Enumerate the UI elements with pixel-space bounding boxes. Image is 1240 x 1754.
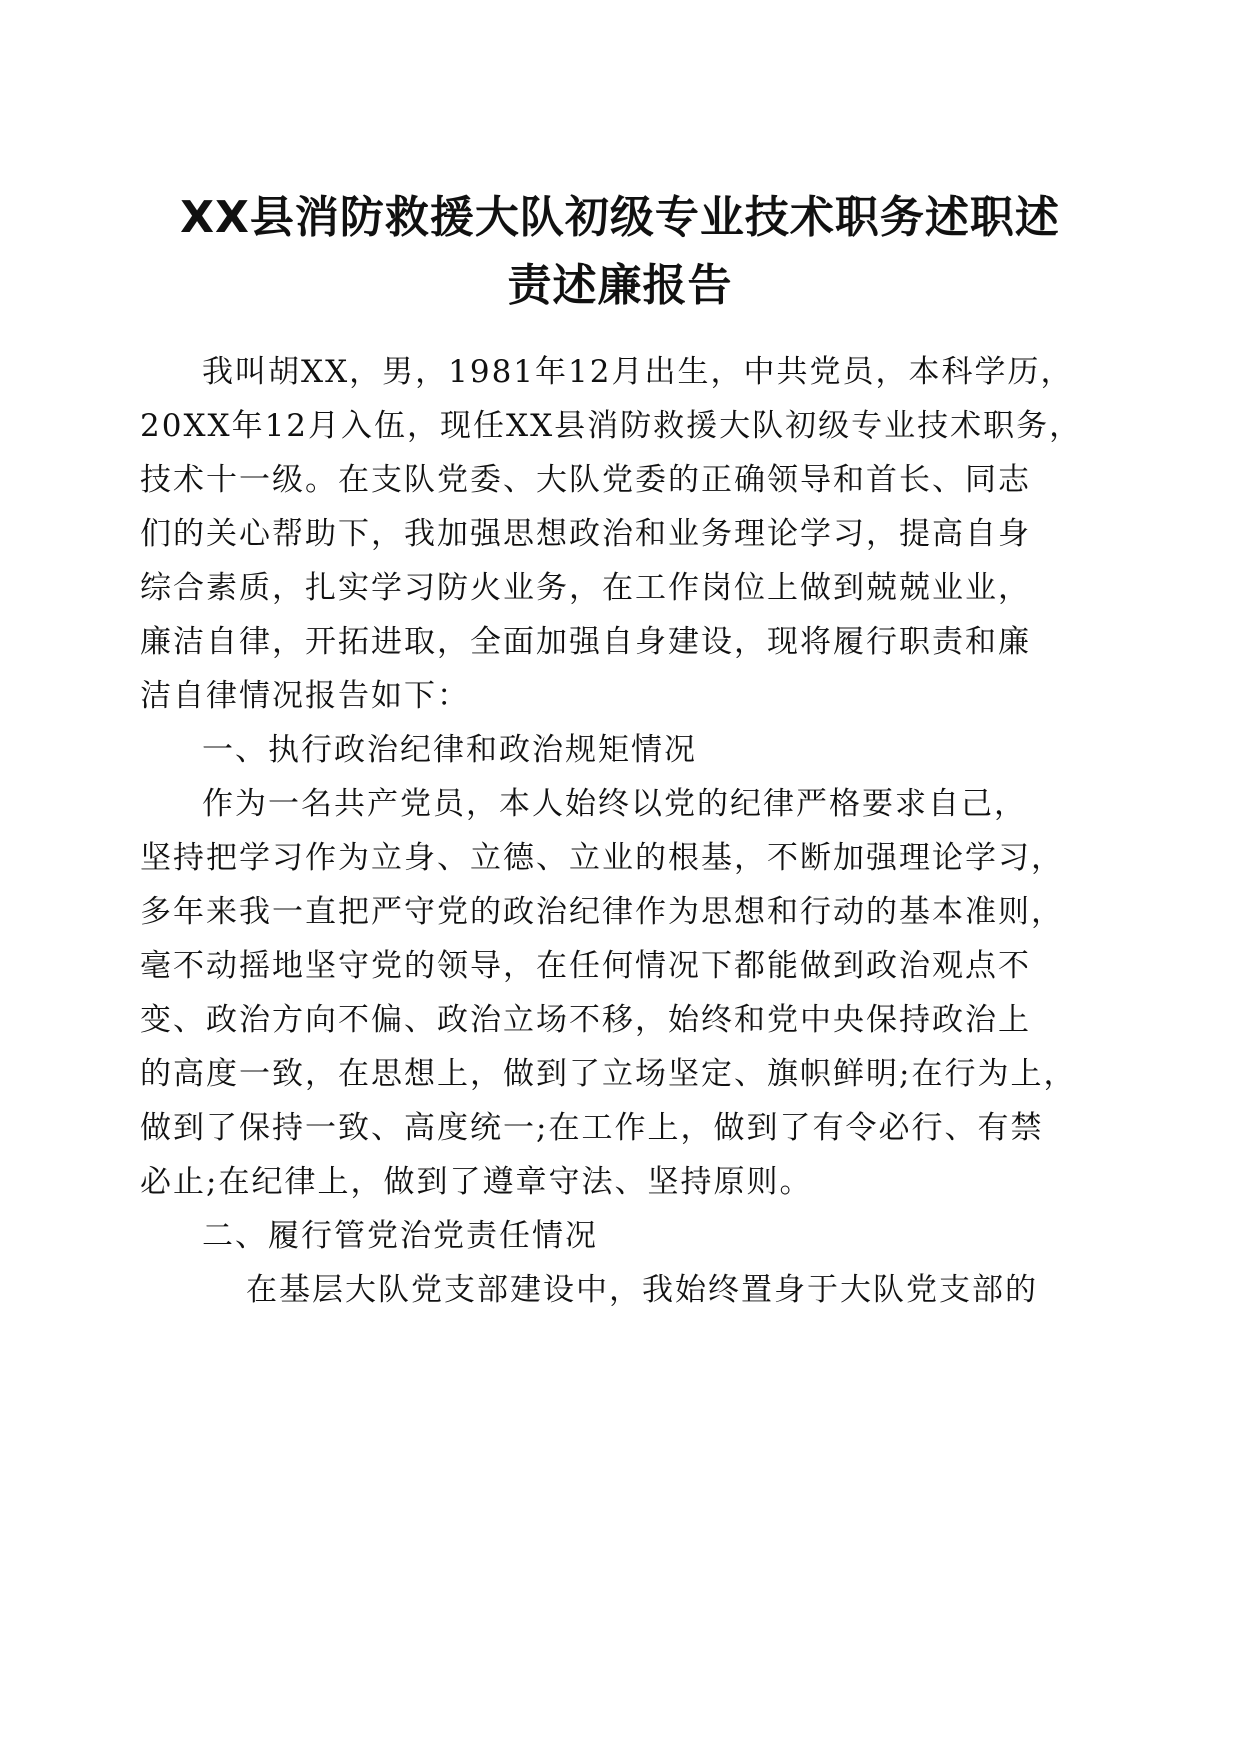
- section-1-line-3: 多年来我一直把严守党的政治纪律作为思想和行动的基本准则，: [140, 894, 1064, 930]
- section-2-line-1: 在基层大队党支部建设中，我始终置身于大队党支部的: [246, 1272, 1038, 1308]
- section-1-line-2: 坚持把学习作为立身、立德、立业的根基，不断加强理论学习，: [140, 840, 1064, 876]
- intro-line-2: 20XX年12月入伍，现任XX县消防救援大队初级专业技术职务，: [140, 408, 1083, 444]
- section-1-heading: 一、执行政治纪律和政治规矩情况: [202, 732, 697, 768]
- section-1-line-7: 做到了保持一致、高度统一;在工作上，做到了有令必行、有禁: [140, 1110, 1044, 1146]
- section-1-line-1: 作为一名共产党员，本人始终以党的纪律严格要求自己，: [202, 786, 1027, 822]
- intro-line-4: 们的关心帮助下，我加强思想政治和业务理论学习，提高自身: [140, 516, 1031, 552]
- section-2-heading: 二、履行管党治党责任情况: [202, 1218, 598, 1254]
- intro-line-3: 技术十一级。在支队党委、大队党委的正确领导和首长、同志: [140, 462, 1031, 498]
- intro-line-6: 廉洁自律，开拓进取，全面加强自身建设，现将履行职责和廉: [140, 624, 1031, 660]
- intro-line-7: 洁自律情况报告如下：: [140, 678, 470, 714]
- document-title-line-1: XX县消防救援大队初级专业技术职务述职述: [180, 192, 1060, 243]
- intro-line-5: 综合素质，扎实学习防火业务，在工作岗位上做到兢兢业业，: [140, 570, 1031, 606]
- section-1-line-4: 毫不动摇地坚守党的领导，在任何情况下都能做到政治观点不: [140, 948, 1031, 984]
- document-title-line-2: 责述廉报告: [507, 260, 733, 311]
- intro-line-1: 我叫胡XX，男，1981年12月出生，中共党员，本科学历，: [202, 354, 1074, 390]
- section-1-line-5: 变、政治方向不偏、政治立场不移，始终和党中央保持政治上: [140, 1002, 1031, 1038]
- section-1-line-8: 必止;在纪律上，做到了遵章守法、坚持原则。: [140, 1164, 813, 1200]
- section-1-line-6: 的高度一致，在思想上，做到了立场坚定、旗帜鲜明;在行为上，: [140, 1056, 1077, 1092]
